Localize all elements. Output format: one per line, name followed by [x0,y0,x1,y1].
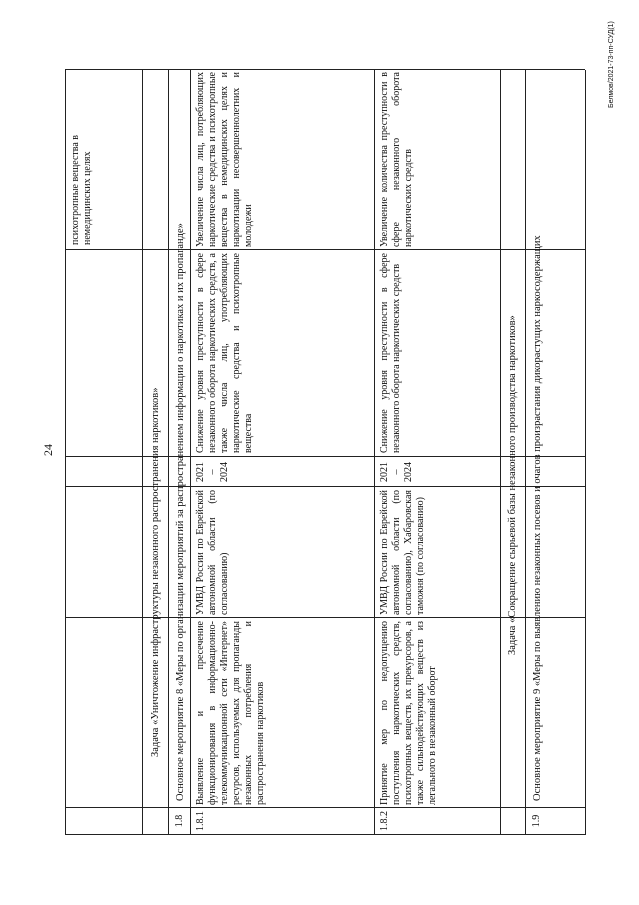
page-number: 24 [41,444,55,456]
row-number: 1.8 [174,814,185,828]
table-border-bottom [585,70,586,835]
main-activity-title: Основное мероприятие 9 «Меры по выявлению незаконных посевов и очагов произрастания дикорастущих наркосодержащих [532,235,543,801]
row-number: 1.8.1 [195,811,206,831]
row-divider [142,70,143,835]
result-cell: Снижение уровня преступности в сфере незаконного оборота наркотических средств [379,253,402,453]
row-divider [525,70,526,835]
result-cell: Снижение уровня преступности в сфере незаконного оборота наркотических средств, а также числа лиц, употребляющих наркотические средства и психотропные вещества [195,253,254,453]
row-divider [374,70,375,835]
measure-cell: Выявление и пресечение функционирования в информационно-телекоммуникационной сети «Интернет» ресурсов, используемых для пропаганды незаконных потребления и распространения наркотиков [195,621,266,805]
column-divider-num [65,807,585,808]
task-heading: Задача «Сокращение сырьевой базы незаконного производства наркотиков» [507,315,518,655]
period-cell: 2021 – 2024 [195,462,230,482]
period-cell: 2021 – 2024 [379,462,414,482]
row-divider [168,70,169,835]
row-divider [500,70,501,835]
table-border-right [65,69,585,70]
row-number: 1.9 [531,814,542,828]
executor-cell: УМВД России по Еврейской автономной области (по согласованию) [195,490,230,615]
document-code: Белмов/2021-73-пп-СУД(1) [608,21,615,108]
continued-cell-text: психотропные вещества в немедицинских целях [70,134,93,245]
table-border-top [65,70,66,835]
main-activity-title: Основное мероприятие 8 «Меры по организации мероприятий за распространением информации о наркотиках и их пропаганде» [175,223,186,801]
consequences-cell: Увеличение числа лиц, потребляющих наркотические средства и психотропные вещества в немедицинских целях и наркотизации несовершеннолетних и молодежи [195,72,254,247]
measure-cell: Принятие мер по недопущению поступления наркотических средств, психотропных веществ, их прекурсоров, а также сильнодействующих веществ из легального в незаконный оборот [379,621,438,805]
task-heading: Задача «Уничтожение инфраструктуры незаконного распространения наркотиков» [150,387,161,757]
row-number: 1.8.2 [379,811,390,831]
table-border-left [65,834,585,835]
executor-cell: УМВД России по Еврейской автономной области (по согласованию), Хабаровская таможня (по согласованию) [379,490,426,615]
row-divider [190,70,191,835]
consequences-cell: Увеличение количества преступности в сфере незаконного оборота наркотических средств [379,72,414,247]
